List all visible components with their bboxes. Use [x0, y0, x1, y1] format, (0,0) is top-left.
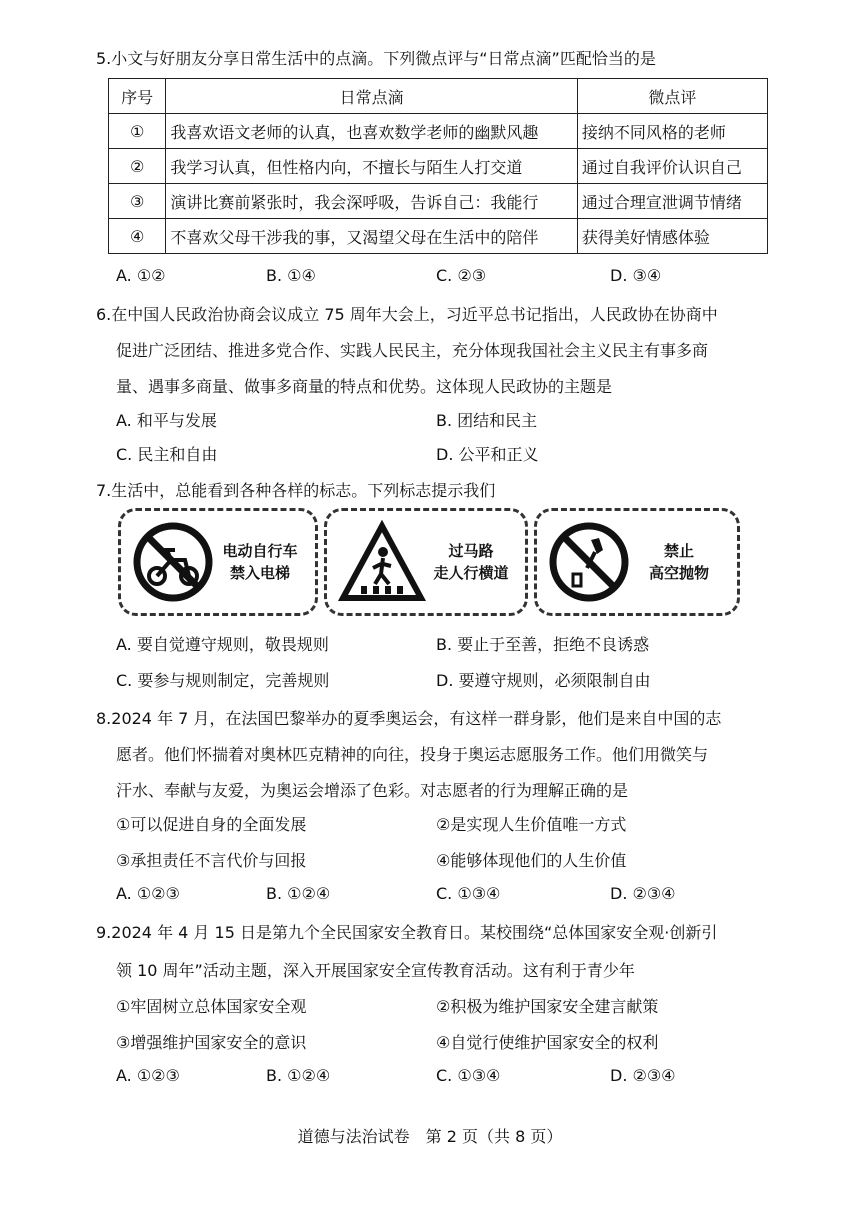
- q8-option-a[interactable]: A. ①②③: [116, 884, 180, 903]
- q5-option-b[interactable]: B. ①④: [266, 266, 316, 285]
- q9-statement: ④自觉行使维护国家安全的权利: [436, 1033, 659, 1052]
- sign-no-throwing: [534, 508, 740, 616]
- table-row: [109, 114, 768, 149]
- q7-option-b[interactable]: B. 要止于至善，拒绝不良诱惑: [436, 635, 650, 654]
- q8-stem-line: 8.2024 年 7 月，在法国巴黎举办的夏季奥运会，有这样一群身影，他们是来自中国的志: [96, 709, 722, 728]
- q8-statement: ①可以促进自身的全面发展: [116, 815, 307, 834]
- q6-stem-line: 促进广泛团结、推进多党合作、实践人民民主，充分体现我国社会主义民主有事多商: [116, 341, 709, 360]
- sign-label-line: 禁止: [663, 542, 694, 560]
- table-header-no: 序号: [109, 79, 166, 114]
- row-comment: 通过自我评价认识自己: [577, 149, 767, 184]
- sign-label-line: 过马路: [448, 542, 494, 560]
- row-comment: 通过合理宣泄调节情绪: [577, 184, 767, 219]
- no-ebike-icon: [131, 520, 215, 604]
- row-comment: 接纳不同风格的老师: [577, 114, 767, 149]
- q6-option-d[interactable]: D. 公平和正义: [436, 445, 539, 464]
- q5-option-a[interactable]: A. ①②: [116, 266, 166, 285]
- row-no: ④: [109, 219, 166, 254]
- q8-option-c[interactable]: C. ①③④: [436, 884, 501, 903]
- row-comment: 获得美好情感体验: [577, 219, 767, 254]
- q9-stem-line: 9.2024 年 4 月 15 日是第九个全民国家安全教育日。某校围绕“总体国家安全观·创新引: [96, 923, 718, 942]
- q5-table: [108, 78, 768, 254]
- table-row: [109, 149, 768, 184]
- q8-statement: ④能够体现他们的人生价值: [436, 851, 627, 870]
- q9-statement: ②积极为维护国家安全建言献策: [436, 997, 659, 1016]
- q9-statement: ①牢固树立总体国家安全观: [116, 997, 307, 1016]
- q9-option-d[interactable]: D. ②③④: [610, 1066, 676, 1085]
- table-header-row: [109, 79, 768, 114]
- page-footer: 道德与法治试卷 第 2 页（共 8 页）: [297, 1127, 563, 1146]
- row-event: 不喜欢父母干涉我的事，又渴望父母在生活中的陪伴: [166, 219, 577, 254]
- q5-option-d[interactable]: D. ③④: [610, 266, 662, 285]
- sign-label-line: 高空抛物: [648, 564, 709, 582]
- q6-option-a[interactable]: A. 和平与发展: [116, 411, 217, 430]
- q7-option-c[interactable]: C. 要参与规则制定，完善规则: [116, 671, 330, 690]
- q7-option-d[interactable]: D. 要遵守规则，必须限制自由: [436, 671, 651, 690]
- row-no: ③: [109, 184, 166, 219]
- q9-stem-line: 领 10 周年”活动主题，深入开展国家安全宣传教育活动。这有利于青少年: [116, 961, 635, 980]
- q9-statement: ③增强维护国家安全的意识: [116, 1033, 307, 1052]
- table-header-comment: 微点评: [577, 79, 767, 114]
- sign-no-ebike: [118, 508, 318, 616]
- crosswalk-icon: [337, 520, 427, 604]
- q9-option-a[interactable]: A. ①②③: [116, 1066, 180, 1085]
- q6-option-b[interactable]: B. 团结和民主: [436, 411, 538, 430]
- table-row: [109, 219, 768, 254]
- q8-option-b[interactable]: B. ①②④: [266, 884, 331, 903]
- no-throwing-icon: [547, 520, 631, 604]
- sign-label-line: 电动自行车: [222, 542, 298, 560]
- sign-label-line: 走人行横道: [433, 564, 509, 582]
- row-no: ①: [109, 114, 166, 149]
- row-event: 我学习认真，但性格内向，不擅长与陌生人打交道: [166, 149, 577, 184]
- row-event: 我喜欢语文老师的认真，也喜欢数学老师的幽默风趣: [166, 114, 577, 149]
- row-event: 演讲比赛前紧张时，我会深呼吸，告诉自己：我能行: [166, 184, 577, 219]
- q8-stem-line: 愿者。他们怀揣着对奥林匹克精神的向往，投身于奥运志愿服务工作。他们用微笑与: [116, 745, 709, 764]
- q6-option-c[interactable]: C. 民主和自由: [116, 445, 218, 464]
- sign-label-line: 禁入电梯: [229, 564, 290, 582]
- q9-option-c[interactable]: C. ①③④: [436, 1066, 501, 1085]
- row-no: ②: [109, 149, 166, 184]
- q8-statement: ②是实现人生价值唯一方式: [436, 815, 627, 834]
- q7-stem: 7.生活中，总能看到各种各样的标志。下列标志提示我们: [96, 481, 496, 500]
- q6-stem-line: 6.在中国人民政治协商会议成立 75 周年大会上，习近平总书记指出，人民政协在协商中: [96, 305, 718, 324]
- table-row: [109, 184, 768, 219]
- table-header-event: 日常点滴: [166, 79, 577, 114]
- q7-option-a[interactable]: A. 要自觉遵守规则，敬畏规则: [116, 635, 329, 654]
- q5-option-c[interactable]: C. ②③: [436, 266, 487, 285]
- q8-option-d[interactable]: D. ②③④: [610, 884, 676, 903]
- sign-crosswalk: [324, 508, 528, 616]
- q8-stem-line: 汗水、奉献与友爱，为奥运会增添了色彩。对志愿者的行为理解正确的是: [116, 781, 629, 800]
- q8-statement: ③承担责任不言代价与回报: [116, 851, 307, 870]
- q5-stem: 5.小文与好朋友分享日常生活中的点滴。下列微点评与“日常点滴”匹配恰当的是: [96, 49, 656, 68]
- q6-stem-line: 量、遇事多商量、做事多商量的特点和优势。这体现人民政协的主题是: [116, 377, 613, 396]
- q9-option-b[interactable]: B. ①②④: [266, 1066, 331, 1085]
